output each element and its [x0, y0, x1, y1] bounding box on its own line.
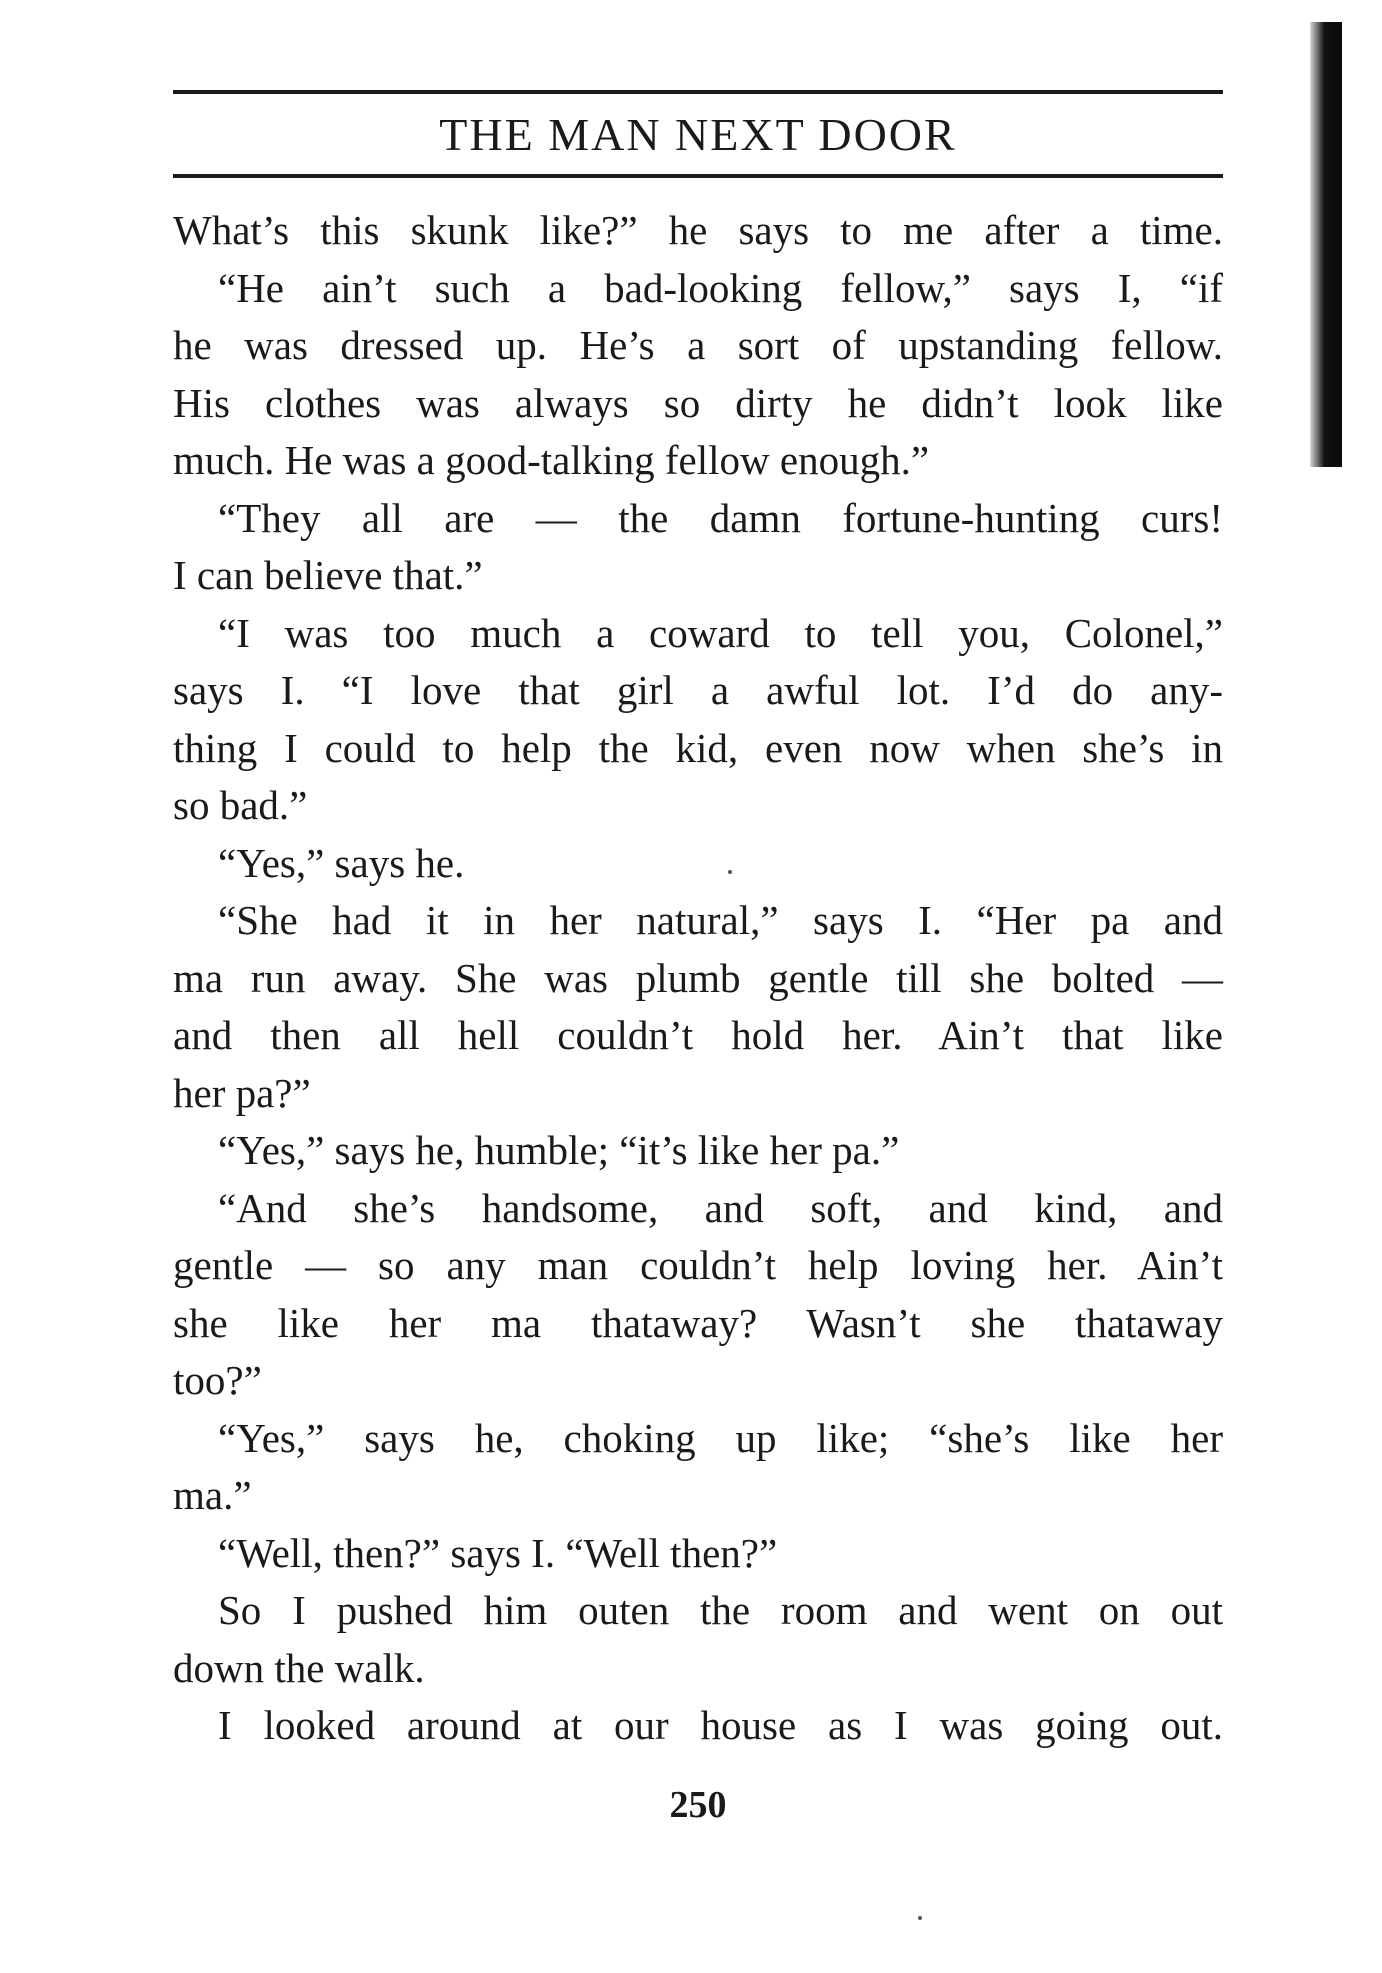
text-line: ma run away. She was plumb gentle till she bolted — — [173, 954, 1223, 1001]
text-line: His clothes was always so dirty he didn’t look like — [173, 379, 1223, 426]
text-line: he was dressed up. He’s a sort of upstanding fellow. — [173, 322, 1223, 368]
body-text — [173, 202, 1223, 1755]
text-line: ma.” — [173, 1472, 252, 1518]
text-line: “Yes,” says he. — [218, 839, 465, 886]
text-line: too?” — [173, 1357, 262, 1403]
text-line: and then all hell couldn’t hold her. Ain’t that like — [173, 1012, 1223, 1058]
text-line: What’s this skunk like?” he says to me after a time. — [173, 207, 1223, 253]
text-line: “Yes,” says he, humble; “it’s like her pa.” — [218, 1127, 900, 1173]
scan-speck — [918, 1916, 922, 1920]
text-line: “They all are — the damn fortune-hunting curs! — [218, 494, 1223, 541]
text-line: “Yes,” says he, choking up like; “she’s like her — [218, 1414, 1223, 1461]
scan-speck — [728, 870, 732, 874]
text-line: so bad.” — [173, 782, 308, 828]
text-line: thing I could to help the kid, even now when she’s in — [173, 724, 1223, 771]
text-line: “And she’s handsome, and soft, and kind, and — [218, 1184, 1223, 1231]
text-line: much. He was a good-talking fellow enough.” — [173, 437, 930, 483]
running-head: THE MAN NEXT DOOR — [439, 109, 957, 160]
text-line: I can believe that.” — [173, 552, 483, 598]
header-rule-top — [173, 90, 1223, 94]
text-line: says I. “I love that girl a awful lot. I’d do any- — [173, 667, 1223, 713]
text-line: “Well, then?” says I. “Well then?” — [218, 1529, 778, 1576]
text-line: “I was too much a coward to tell you, Colonel,” — [218, 609, 1223, 656]
text-line: down the walk. — [173, 1644, 425, 1691]
page-number: 250 — [669, 1784, 727, 1826]
text-line: I looked around at our house as I was going out. — [218, 1702, 1223, 1748]
text-line: “He ain’t such a bad-looking fellow,” says I, “if — [218, 264, 1223, 311]
scan-edge-shadow — [1310, 22, 1342, 467]
text-line: “She had it in her natural,” says I. “Her pa and — [218, 897, 1223, 943]
text-line: So I pushed him outen the room and went on out — [218, 1587, 1223, 1633]
text-line: her pa?” — [173, 1069, 311, 1116]
text-line: gentle — so any man couldn’t help loving her. Ain’t — [173, 1242, 1223, 1288]
header-rule-bottom — [173, 174, 1223, 178]
text-line: she like her ma thataway? Wasn’t she thataway — [173, 1299, 1223, 1346]
